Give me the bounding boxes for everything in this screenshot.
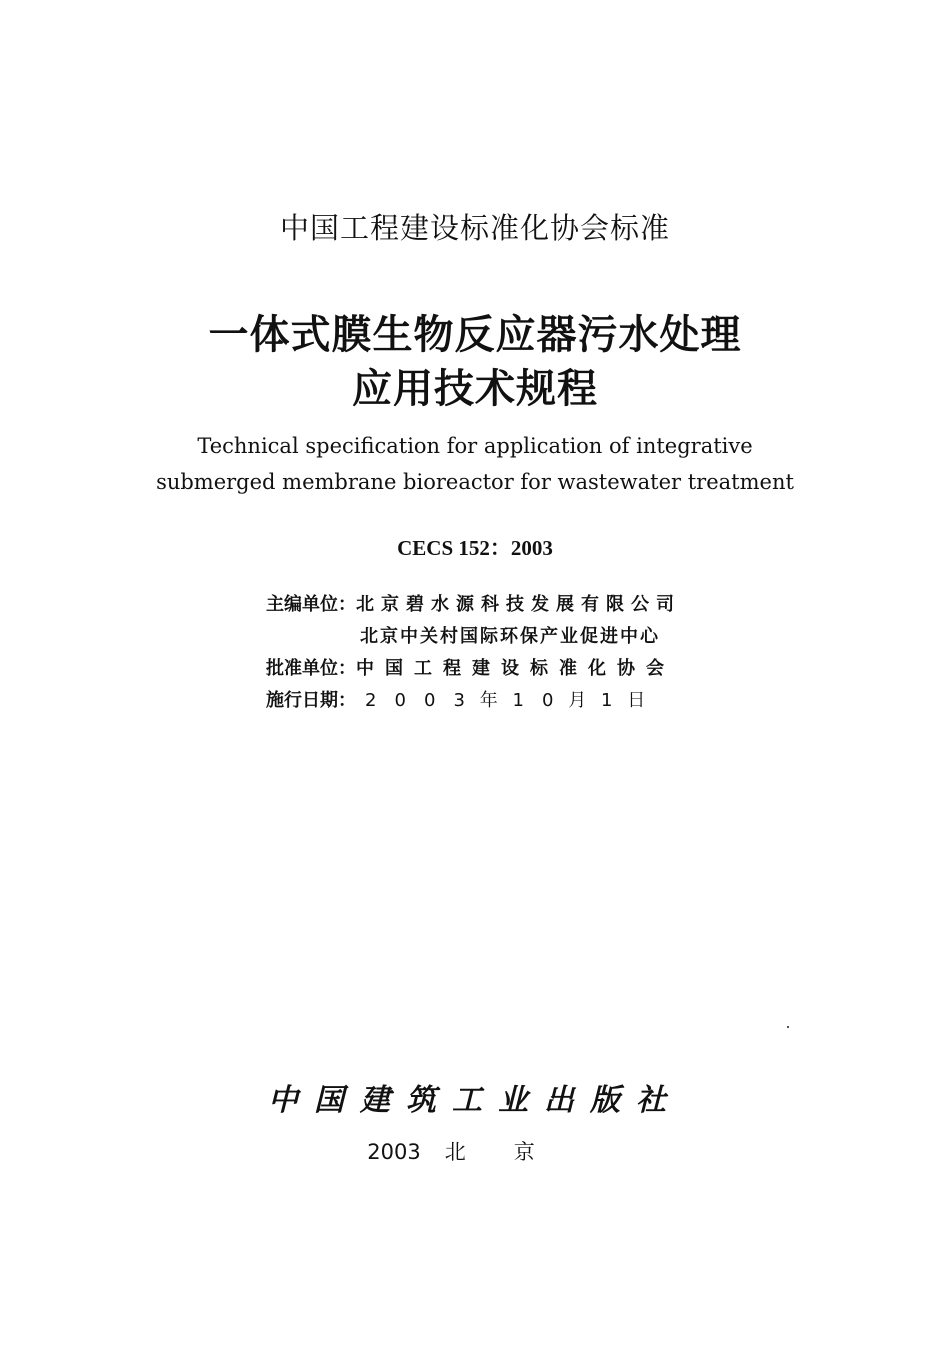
date-char: 0	[394, 690, 406, 711]
date-char: 1	[601, 690, 613, 711]
editor-unit-2: 北京中关村国际环保产业促进中心	[360, 626, 660, 647]
chinese-title-line-1: 一体式膜生物反应器污水处理	[208, 312, 742, 358]
effective-date	[356, 688, 651, 714]
scan-speck	[787, 1026, 789, 1028]
date-char: 日	[627, 690, 646, 711]
english-title-line-1: Technical specification for application of integrative	[197, 434, 753, 458]
publish-city: 北京	[444, 1140, 583, 1164]
date-char: 1	[512, 690, 524, 711]
date-char: 0	[542, 690, 554, 711]
publish-year: 2003	[367, 1140, 421, 1164]
approval-row	[266, 656, 675, 682]
standard-code: CECS 152：2003	[397, 536, 553, 560]
approval-label: 批准单位：	[266, 658, 356, 679]
editor-unit-1: 北京碧水源科技发展有限公司	[356, 594, 681, 615]
date-char: 0	[424, 690, 436, 711]
publisher-name: 中国建筑工业出版社	[268, 1083, 682, 1118]
editor-label: 主编单位：	[266, 594, 356, 615]
chinese-title-line-2: 应用技术规程	[352, 366, 598, 412]
publish-place	[0, 1136, 950, 1166]
effective-label: 施行日期：	[266, 690, 356, 711]
approval-unit: 中国工程建设标准化协会	[356, 658, 675, 679]
date-char: 月	[568, 690, 587, 711]
date-char: 年	[479, 690, 498, 711]
date-char: 2	[365, 690, 377, 711]
editor-row-2	[360, 624, 660, 650]
series-title: 中国工程建设标准化协会标准	[279, 211, 670, 245]
english-title-line-2: submerged membrane bioreactor for wastewater treatment	[156, 470, 794, 494]
editor-row	[266, 592, 681, 618]
date-char: 3	[453, 690, 465, 711]
effective-row	[266, 688, 651, 714]
